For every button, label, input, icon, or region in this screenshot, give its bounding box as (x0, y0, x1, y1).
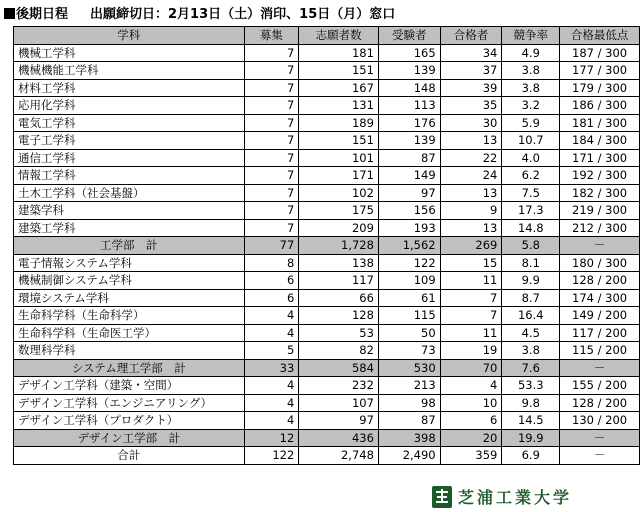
cell-min-score: － (560, 429, 640, 447)
col-header-ratio: 競争率 (502, 27, 560, 45)
table-row (14, 324, 640, 342)
cell-min-score: － (560, 359, 640, 377)
cell-capacity: 7 (244, 202, 299, 220)
cell-dept-name: 機械工学科 (14, 44, 245, 62)
cell-examinees: 98 (378, 394, 440, 412)
cell-min-score: 117 / 200 (560, 324, 640, 342)
cell-capacity: 12 (244, 429, 299, 447)
cell-ratio: 14.5 (502, 412, 560, 430)
cell-ratio: 19.9 (502, 429, 560, 447)
cell-examinees: 176 (378, 114, 440, 132)
cell-applicants: 584 (299, 359, 379, 377)
cell-dept-name: 機械機能工学科 (14, 62, 245, 80)
cell-examinees: 87 (378, 412, 440, 430)
cell-min-score: 212 / 300 (560, 219, 640, 237)
cell-capacity: 7 (244, 62, 299, 80)
cell-min-score: 179 / 300 (560, 79, 640, 97)
table-row (14, 307, 640, 325)
table-row (14, 149, 640, 167)
cell-applicants: 181 (299, 44, 379, 62)
table-row (14, 132, 640, 150)
cell-min-score: 128 / 200 (560, 394, 640, 412)
table-row (14, 394, 640, 412)
cell-applicants: 436 (299, 429, 379, 447)
cell-applicants: 167 (299, 79, 379, 97)
table-row (14, 289, 640, 307)
cell-examinees: 139 (378, 132, 440, 150)
cell-dept-name: デザイン工学科（建築・空間） (14, 377, 245, 395)
cell-min-score: － (560, 447, 640, 465)
results-table (13, 26, 640, 465)
university-seal-icon (432, 486, 452, 508)
cell-dept-name: 建築学科 (14, 202, 245, 220)
cell-min-score: － (560, 237, 640, 255)
cell-passers: 10 (440, 394, 502, 412)
university-name: 芝浦工業大学 (458, 488, 573, 507)
cell-ratio: 9.8 (502, 394, 560, 412)
cell-capacity: 7 (244, 79, 299, 97)
cell-applicants: 151 (299, 132, 379, 150)
cell-examinees: 61 (378, 289, 440, 307)
cell-ratio: 17.3 (502, 202, 560, 220)
cell-min-score: 192 / 300 (560, 167, 640, 185)
cell-capacity: 122 (244, 447, 299, 465)
cell-capacity: 7 (244, 97, 299, 115)
cell-examinees: 148 (378, 79, 440, 97)
cell-dept-name: デザイン工学部 計 (14, 429, 245, 447)
table-row (14, 97, 640, 115)
cell-examinees: 50 (378, 324, 440, 342)
cell-passers: 22 (440, 149, 502, 167)
cell-passers: 6 (440, 412, 502, 430)
table-row (14, 114, 640, 132)
cell-ratio: 5.8 (502, 237, 560, 255)
cell-passers: 359 (440, 447, 502, 465)
cell-min-score: 130 / 200 (560, 412, 640, 430)
cell-passers: 13 (440, 184, 502, 202)
cell-passers: 30 (440, 114, 502, 132)
cell-ratio: 53.3 (502, 377, 560, 395)
cell-passers: 7 (440, 307, 502, 325)
cell-applicants: 97 (299, 412, 379, 430)
cell-min-score: 115 / 200 (560, 342, 640, 360)
cell-min-score: 177 / 300 (560, 62, 640, 80)
table-row (14, 377, 640, 395)
cell-examinees: 213 (378, 377, 440, 395)
cell-min-score: 219 / 300 (560, 202, 640, 220)
cell-dept-name: 合計 (14, 447, 245, 465)
col-header-examinees: 受験者 (378, 27, 440, 45)
cell-ratio: 14.8 (502, 219, 560, 237)
cell-ratio: 4.5 (502, 324, 560, 342)
cell-dept-name: デザイン工学科（プロダクト） (14, 412, 245, 430)
cell-applicants: 117 (299, 272, 379, 290)
cell-applicants: 189 (299, 114, 379, 132)
cell-dept-name: 電子工学科 (14, 132, 245, 150)
cell-passers: 19 (440, 342, 502, 360)
cell-examinees: 115 (378, 307, 440, 325)
cell-capacity: 6 (244, 272, 299, 290)
cell-passers: 9 (440, 202, 502, 220)
col-header-min-score: 合格最低点 (560, 27, 640, 45)
subtotal-row (14, 359, 640, 377)
cell-capacity: 4 (244, 394, 299, 412)
subtotal-row (14, 237, 640, 255)
cell-dept-name: 応用化学科 (14, 97, 245, 115)
cell-dept-name: 数理科学科 (14, 342, 245, 360)
cell-ratio: 3.8 (502, 79, 560, 97)
cell-examinees: 398 (378, 429, 440, 447)
title-main: 後期日程 (16, 7, 69, 22)
table-row (14, 62, 640, 80)
table-row (14, 79, 640, 97)
cell-dept-name: 土木工学科（社会基盤） (14, 184, 245, 202)
cell-ratio: 6.2 (502, 167, 560, 185)
cell-passers: 20 (440, 429, 502, 447)
cell-passers: 269 (440, 237, 502, 255)
cell-applicants: 82 (299, 342, 379, 360)
cell-examinees: 73 (378, 342, 440, 360)
cell-min-score: 184 / 300 (560, 132, 640, 150)
cell-applicants: 151 (299, 62, 379, 80)
cell-examinees: 122 (378, 254, 440, 272)
table-row (14, 272, 640, 290)
cell-dept-name: 工学部 計 (14, 237, 245, 255)
cell-dept-name: 情報工学科 (14, 167, 245, 185)
cell-capacity: 33 (244, 359, 299, 377)
cell-applicants: 53 (299, 324, 379, 342)
cell-min-score: 171 / 300 (560, 149, 640, 167)
cell-applicants: 131 (299, 97, 379, 115)
cell-examinees: 530 (378, 359, 440, 377)
cell-min-score: 181 / 300 (560, 114, 640, 132)
cell-dept-name: 機械制御システム学科 (14, 272, 245, 290)
cell-capacity: 7 (244, 149, 299, 167)
cell-capacity: 7 (244, 114, 299, 132)
cell-capacity: 6 (244, 289, 299, 307)
cell-capacity: 7 (244, 184, 299, 202)
cell-ratio: 10.7 (502, 132, 560, 150)
cell-capacity: 8 (244, 254, 299, 272)
cell-examinees: 165 (378, 44, 440, 62)
cell-passers: 24 (440, 167, 502, 185)
cell-applicants: 209 (299, 219, 379, 237)
cell-ratio: 3.2 (502, 97, 560, 115)
cell-capacity: 4 (244, 307, 299, 325)
col-header-capacity: 募集 (244, 27, 299, 45)
cell-passers: 13 (440, 219, 502, 237)
cell-ratio: 4.0 (502, 149, 560, 167)
cell-ratio: 7.6 (502, 359, 560, 377)
total-row (14, 447, 640, 465)
cell-dept-name: 電気工学科 (14, 114, 245, 132)
cell-ratio: 4.9 (502, 44, 560, 62)
cell-applicants: 107 (299, 394, 379, 412)
cell-ratio: 7.5 (502, 184, 560, 202)
table-row (14, 219, 640, 237)
cell-capacity: 5 (244, 342, 299, 360)
cell-passers: 4 (440, 377, 502, 395)
cell-min-score: 182 / 300 (560, 184, 640, 202)
cell-passers: 34 (440, 44, 502, 62)
cell-dept-name: 環境システム学科 (14, 289, 245, 307)
cell-capacity: 7 (244, 219, 299, 237)
subtotal-row (14, 429, 640, 447)
cell-applicants: 66 (299, 289, 379, 307)
cell-dept-name: 生命科学科（生命科学） (14, 307, 245, 325)
cell-dept-name: 材料工学科 (14, 79, 245, 97)
cell-ratio: 3.8 (502, 342, 560, 360)
cell-applicants: 101 (299, 149, 379, 167)
cell-dept-name: 通信工学科 (14, 149, 245, 167)
table-row (14, 167, 640, 185)
cell-examinees: 149 (378, 167, 440, 185)
cell-min-score: 187 / 300 (560, 44, 640, 62)
col-header-applicants: 志願者数 (299, 27, 379, 45)
cell-min-score: 174 / 300 (560, 289, 640, 307)
cell-ratio: 9.9 (502, 272, 560, 290)
cell-examinees: 1,562 (378, 237, 440, 255)
cell-dept-name: システム理工学部 計 (14, 359, 245, 377)
table-row (14, 254, 640, 272)
cell-examinees: 139 (378, 62, 440, 80)
cell-ratio: 3.8 (502, 62, 560, 80)
cell-passers: 7 (440, 289, 502, 307)
deadline-note: 出願締切日：2月13日（土）消印、15日（月）窓口 (90, 7, 396, 22)
cell-dept-name: 生命科学科（生命医工学） (14, 324, 245, 342)
cell-capacity: 7 (244, 132, 299, 150)
cell-applicants: 2,748 (299, 447, 379, 465)
cell-applicants: 232 (299, 377, 379, 395)
cell-dept-name: 建築工学科 (14, 219, 245, 237)
cell-capacity: 7 (244, 167, 299, 185)
cell-examinees: 156 (378, 202, 440, 220)
cell-examinees: 97 (378, 184, 440, 202)
table-row (14, 184, 640, 202)
cell-min-score: 155 / 200 (560, 377, 640, 395)
page-title (4, 3, 395, 22)
cell-ratio: 8.1 (502, 254, 560, 272)
cell-passers: 39 (440, 79, 502, 97)
table-row (14, 202, 640, 220)
cell-ratio: 16.4 (502, 307, 560, 325)
cell-passers: 37 (440, 62, 502, 80)
cell-applicants: 102 (299, 184, 379, 202)
cell-passers: 70 (440, 359, 502, 377)
cell-min-score: 149 / 200 (560, 307, 640, 325)
cell-dept-name: デザイン工学科（エンジニアリング） (14, 394, 245, 412)
cell-ratio: 6.9 (502, 447, 560, 465)
cell-passers: 13 (440, 132, 502, 150)
cell-capacity: 7 (244, 44, 299, 62)
table-row (14, 342, 640, 360)
cell-applicants: 1,728 (299, 237, 379, 255)
col-header-passers: 合格者 (440, 27, 502, 45)
cell-passers: 15 (440, 254, 502, 272)
cell-capacity: 77 (244, 237, 299, 255)
cell-min-score: 186 / 300 (560, 97, 640, 115)
col-header-department: 学科 (14, 27, 245, 45)
cell-capacity: 4 (244, 412, 299, 430)
cell-passers: 35 (440, 97, 502, 115)
university-logo (432, 485, 572, 508)
cell-applicants: 128 (299, 307, 379, 325)
cell-min-score: 128 / 200 (560, 272, 640, 290)
table-row (14, 412, 640, 430)
cell-examinees: 113 (378, 97, 440, 115)
cell-examinees: 109 (378, 272, 440, 290)
cell-examinees: 87 (378, 149, 440, 167)
cell-passers: 11 (440, 324, 502, 342)
cell-examinees: 193 (378, 219, 440, 237)
square-bullet-icon (4, 8, 15, 19)
cell-examinees: 2,490 (378, 447, 440, 465)
cell-capacity: 4 (244, 324, 299, 342)
cell-capacity: 4 (244, 377, 299, 395)
cell-passers: 11 (440, 272, 502, 290)
table-row (14, 44, 640, 62)
header-row (14, 27, 640, 45)
cell-dept-name: 電子情報システム学科 (14, 254, 245, 272)
cell-applicants: 138 (299, 254, 379, 272)
cell-ratio: 5.9 (502, 114, 560, 132)
cell-applicants: 171 (299, 167, 379, 185)
cell-applicants: 175 (299, 202, 379, 220)
cell-ratio: 8.7 (502, 289, 560, 307)
cell-min-score: 180 / 300 (560, 254, 640, 272)
